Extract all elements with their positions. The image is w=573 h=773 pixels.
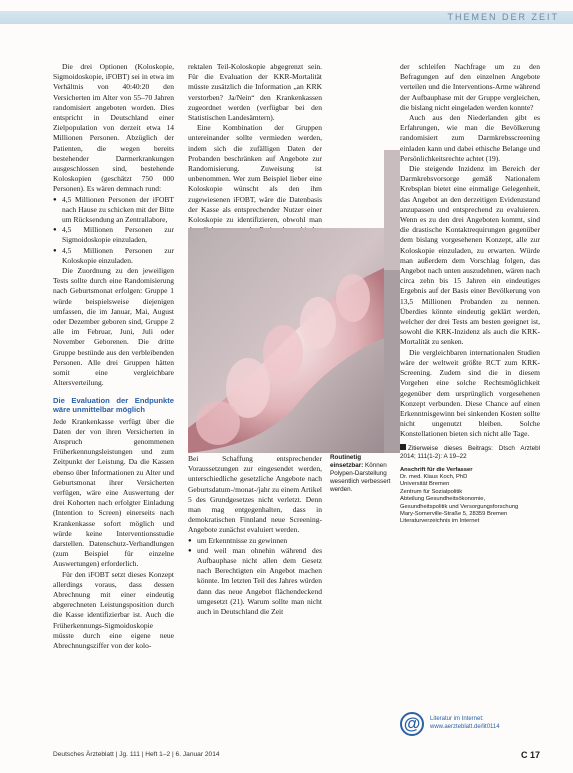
- paragraph: Die drei Optionen (Koloskopie, Sigmoidoskopie, iFOBT) sei in etwa im Verhältnis von 40:40:20 den Versicherten im Alter von 55–70 Jahren randomisiert angeboten worden. Dies entspricht in Deutschland einer Zielpopulation von derzeit etwa 14 Millionen Personen. Abzüglich der Patienten, die wegen bereits bestehender Darmerkrankungen ausgeschlossen sind, bestehende Koloskopien (geschätzt 750 000 Personen). Es wären demnach rund:: [53, 62, 174, 194]
- page-footer: [53, 749, 540, 761]
- paragraph: Auch aus den Niederlanden gibt es Erfahrungen, wie man die Bevölkerung randomisiert zum Darmkrebsscreening einladen kann und dabei ethische Belange und Persönlichkeitsrechte achtet (19).: [400, 113, 540, 163]
- bullet-list: [53, 195, 174, 266]
- page-number: C 17: [520, 750, 540, 760]
- paragraph: Die vergleichbaren internationalen Studien wäre der weltweit größte RCT zum KRK-Screening. Zudem sind die in diesem Vorgehen eine solche Rechtsmöglichkeit gegenüber dem ursprünglich vorgesehenen Konzept verbunden. Diese Chance auf einen Erkenntnisgewinn bei sinkenden Kosten sollte nicht ungenutzt bleiben. Solche Konstellationen bieten sich nicht alle Tage.: [400, 347, 540, 439]
- section-title: THEMEN DER ZEIT: [447, 12, 559, 22]
- subheading: Die Evaluation der Endpunkte wäre unmittelbar möglich: [53, 395, 174, 414]
- bullet-list: [188, 536, 322, 618]
- photo-strip: [384, 150, 400, 453]
- list-item: ● und weil man ohnehin während des Aufbauphase nicht allen dem Gesetz nach Berechtigten ein Angebot machen könnte. Im letzten Teil des Jahres würden dann das neue Angebot flächendeckend umgesetzt (21). Warum sollte man nicht auch in Deutschland die Zeit: [188, 546, 322, 617]
- address-line: Universität Bremen: [400, 481, 450, 488]
- online-literature-box: [400, 712, 540, 736]
- online-literature-text: [430, 715, 500, 731]
- column-2-bottom: [188, 454, 322, 617]
- square-bullet-icon: [400, 444, 406, 450]
- paragraph: Die steigende Inzidenz im Bereich der Darmkrebsvorsorge gemäß Nationalem Krebsplan bietet eine einmalige Gelegenheit, das Angebot an den derzeitigen Evidenzstand anzupassen und entsprechend zu evaluieren. Wenn es zu den drei Angeboten kommt, sind die drastische Kontaktrequirungen gegenüber dem bislang vorgesehenen Konzept, alle zur Koloskopie einzuladen, zu erwarten. Würde man außerdem dem Vorschlag folgen, das Angebot nach unten auszudehnen, wären nach circa zehn bis 15 Jahren ein eindeutiges Ergebnis auf der Basis einer Bevölkerung von 13,5 Millionen Probanden zu nennen. Überdies könnte eindeutig geklärt werden, welcher der drei Tests am besten geeignet ist, sowohl die KRK-Inzidenz als auch die KRK-Mortalität zu senken.: [400, 164, 540, 347]
- paragraph: Die Zuordnung zu den jeweiligen Tests sollte durch eine Randomisierung nach Geburtsmonat erfolgen: Gruppe 1 würde beispielsweise diejenigen umfassen, die im Januar, Mai, August oder Dezember geboren sind, Gruppe 2 alle im Februar, Juni, Juli oder November Geborenen. Die dritte Gruppe bestünde aus den verbleibenden Personen. Alle drei Gruppen hätten somit eine vergleichbare Altersverteilung.: [53, 266, 174, 388]
- paragraph: rektalen Teil-Koloskopie abgegrenzt sein. Für die Evaluation der KKR-Mortalität müsste zusätzlich die Information „an KRK verstorben? Ja/Nein“ den Krankenkassen zugeordnet werden (verfügbar bei den Statistischen Landesämtern).: [188, 62, 322, 123]
- address-line: Gesundheitspolitik und Versorgungsforschung: [400, 503, 519, 510]
- caption-text: Können Polypen-Darstellung wesentlich verbessert werden.: [330, 462, 391, 493]
- address-line: Mary-Somerville-Straße 5, 28359 Bremen: [400, 510, 508, 517]
- address-line: Literaturverzeichnis im Internet: [400, 518, 480, 525]
- paragraph: Für den iFOBT setzt dieses Konzept allerdings voraus, dass dessen Abrechnung mit einer eindeutig abgerechneten Leistungsposition durch die Kasse identifizierbar ist. Auch die Früherkennungs-Sigmoidoskopie müsste durch eine eigene neue Abrechnungsziffer von der kolo-: [53, 569, 174, 650]
- list-item: ● 4,5 Millionen Personen zur Koloskopie einzuladen.: [53, 246, 174, 266]
- online-url[interactable]: www.aerzteblatt.de/lit0114: [430, 724, 500, 730]
- online-label: Literatur im Internet:: [430, 716, 484, 722]
- paragraph: Eine Kombination der Gruppen untereinander sollte vermieden werden, indem sich die zufälligen Daten der Probanden beschränken auf Angebote zur Randomisierung. Zuweisung ist unbenommen. Wer zum Beispiel lieber eine Koloskopie wünscht als den ihm zugewiesenen iFOBT, wäre die Datenbasis der Kasse als entsprechender Nutzer einer Koloskopie zu identifizieren, obwohl man: [188, 123, 322, 225]
- list-item: ● um Erkenntnisse zu gewinnen: [188, 536, 322, 546]
- address-line: Zentrum für Sozialpolitik: [400, 488, 463, 495]
- column-1: [53, 62, 174, 651]
- caption-lead: Routinetig einsetzbar:: [330, 454, 364, 469]
- at-sign-icon: @: [400, 712, 424, 736]
- address-heading: Anschrift für die Verfasser: [400, 466, 473, 473]
- author-address: [400, 467, 540, 526]
- photo-caption: [330, 454, 392, 494]
- paragraph: Bei Schaffung entsprechender Voraussetzungen zur eingesendet werden, unterschiedliche gesetzliche Angebote nach Geburtsdatum-/monat-/jahr zu einem Artikel 5 des Grundgesetzes nicht verletzt. Denn man mag entgegenhalten, dass in demokratischen Finnland neue Screening-Angebote zunächst evaluiert werden.: [188, 454, 322, 535]
- address-line: Abteilung Gesundheitsökonomie,: [400, 496, 486, 503]
- page-header: [0, 0, 573, 26]
- address-line: Dr. med. Klaus Koch, PhD: [400, 473, 468, 480]
- list-item: ● 4,5 Millionen Personen zur Sigmoidoskopie einzuladen,: [53, 225, 174, 245]
- paragraph: der schleifen Nachfrage um zu den Befragungen auf den einzelnen Angebote verteilen und die Interventions-Arme während der Aufbauphase mit der Gruppe vergleichen, die bislang nicht eingeladen werden konnte?: [400, 62, 540, 112]
- citation-note: [400, 444, 540, 461]
- column-3: [400, 62, 540, 526]
- paragraph: Jede Krankenkasse verfügt über die Daten der von ihren Versicherten in Anspruch genommenen Früherkennungsleistungen und zum Zeitpunkt der Leistung. Da die Kassen ebenso über Informationen zu Alter und Geburtsmonat ihrer Versicherten verfügen, wäre eine Auswertung der drei Kohorten nach erfolgter Einladung (Intention to Screen) einerseits nach Krankenkasse sofort möglich und würde keine Interventionsstudie darstellen. Datenschutz-Verhandlungen (zum Beispiel für einzelne Auswertungen) erforderlich.: [53, 416, 174, 569]
- citation-text: Zitierweise dieses Beitrags: Dtsch Arztebl 2014; 111(1-2): A 19–22: [400, 444, 540, 460]
- journal-source: Deutsches Ärzteblatt | Jg. 111 | Heft 1–2 | 6. Januar 2014: [53, 751, 220, 758]
- list-item: ● 4,5 Millionen Personen der iFOBT nach Hause zu schicken mit der Bitte um Rücksendung an Zentrallabore,: [53, 195, 174, 226]
- colon-photo: [188, 228, 384, 453]
